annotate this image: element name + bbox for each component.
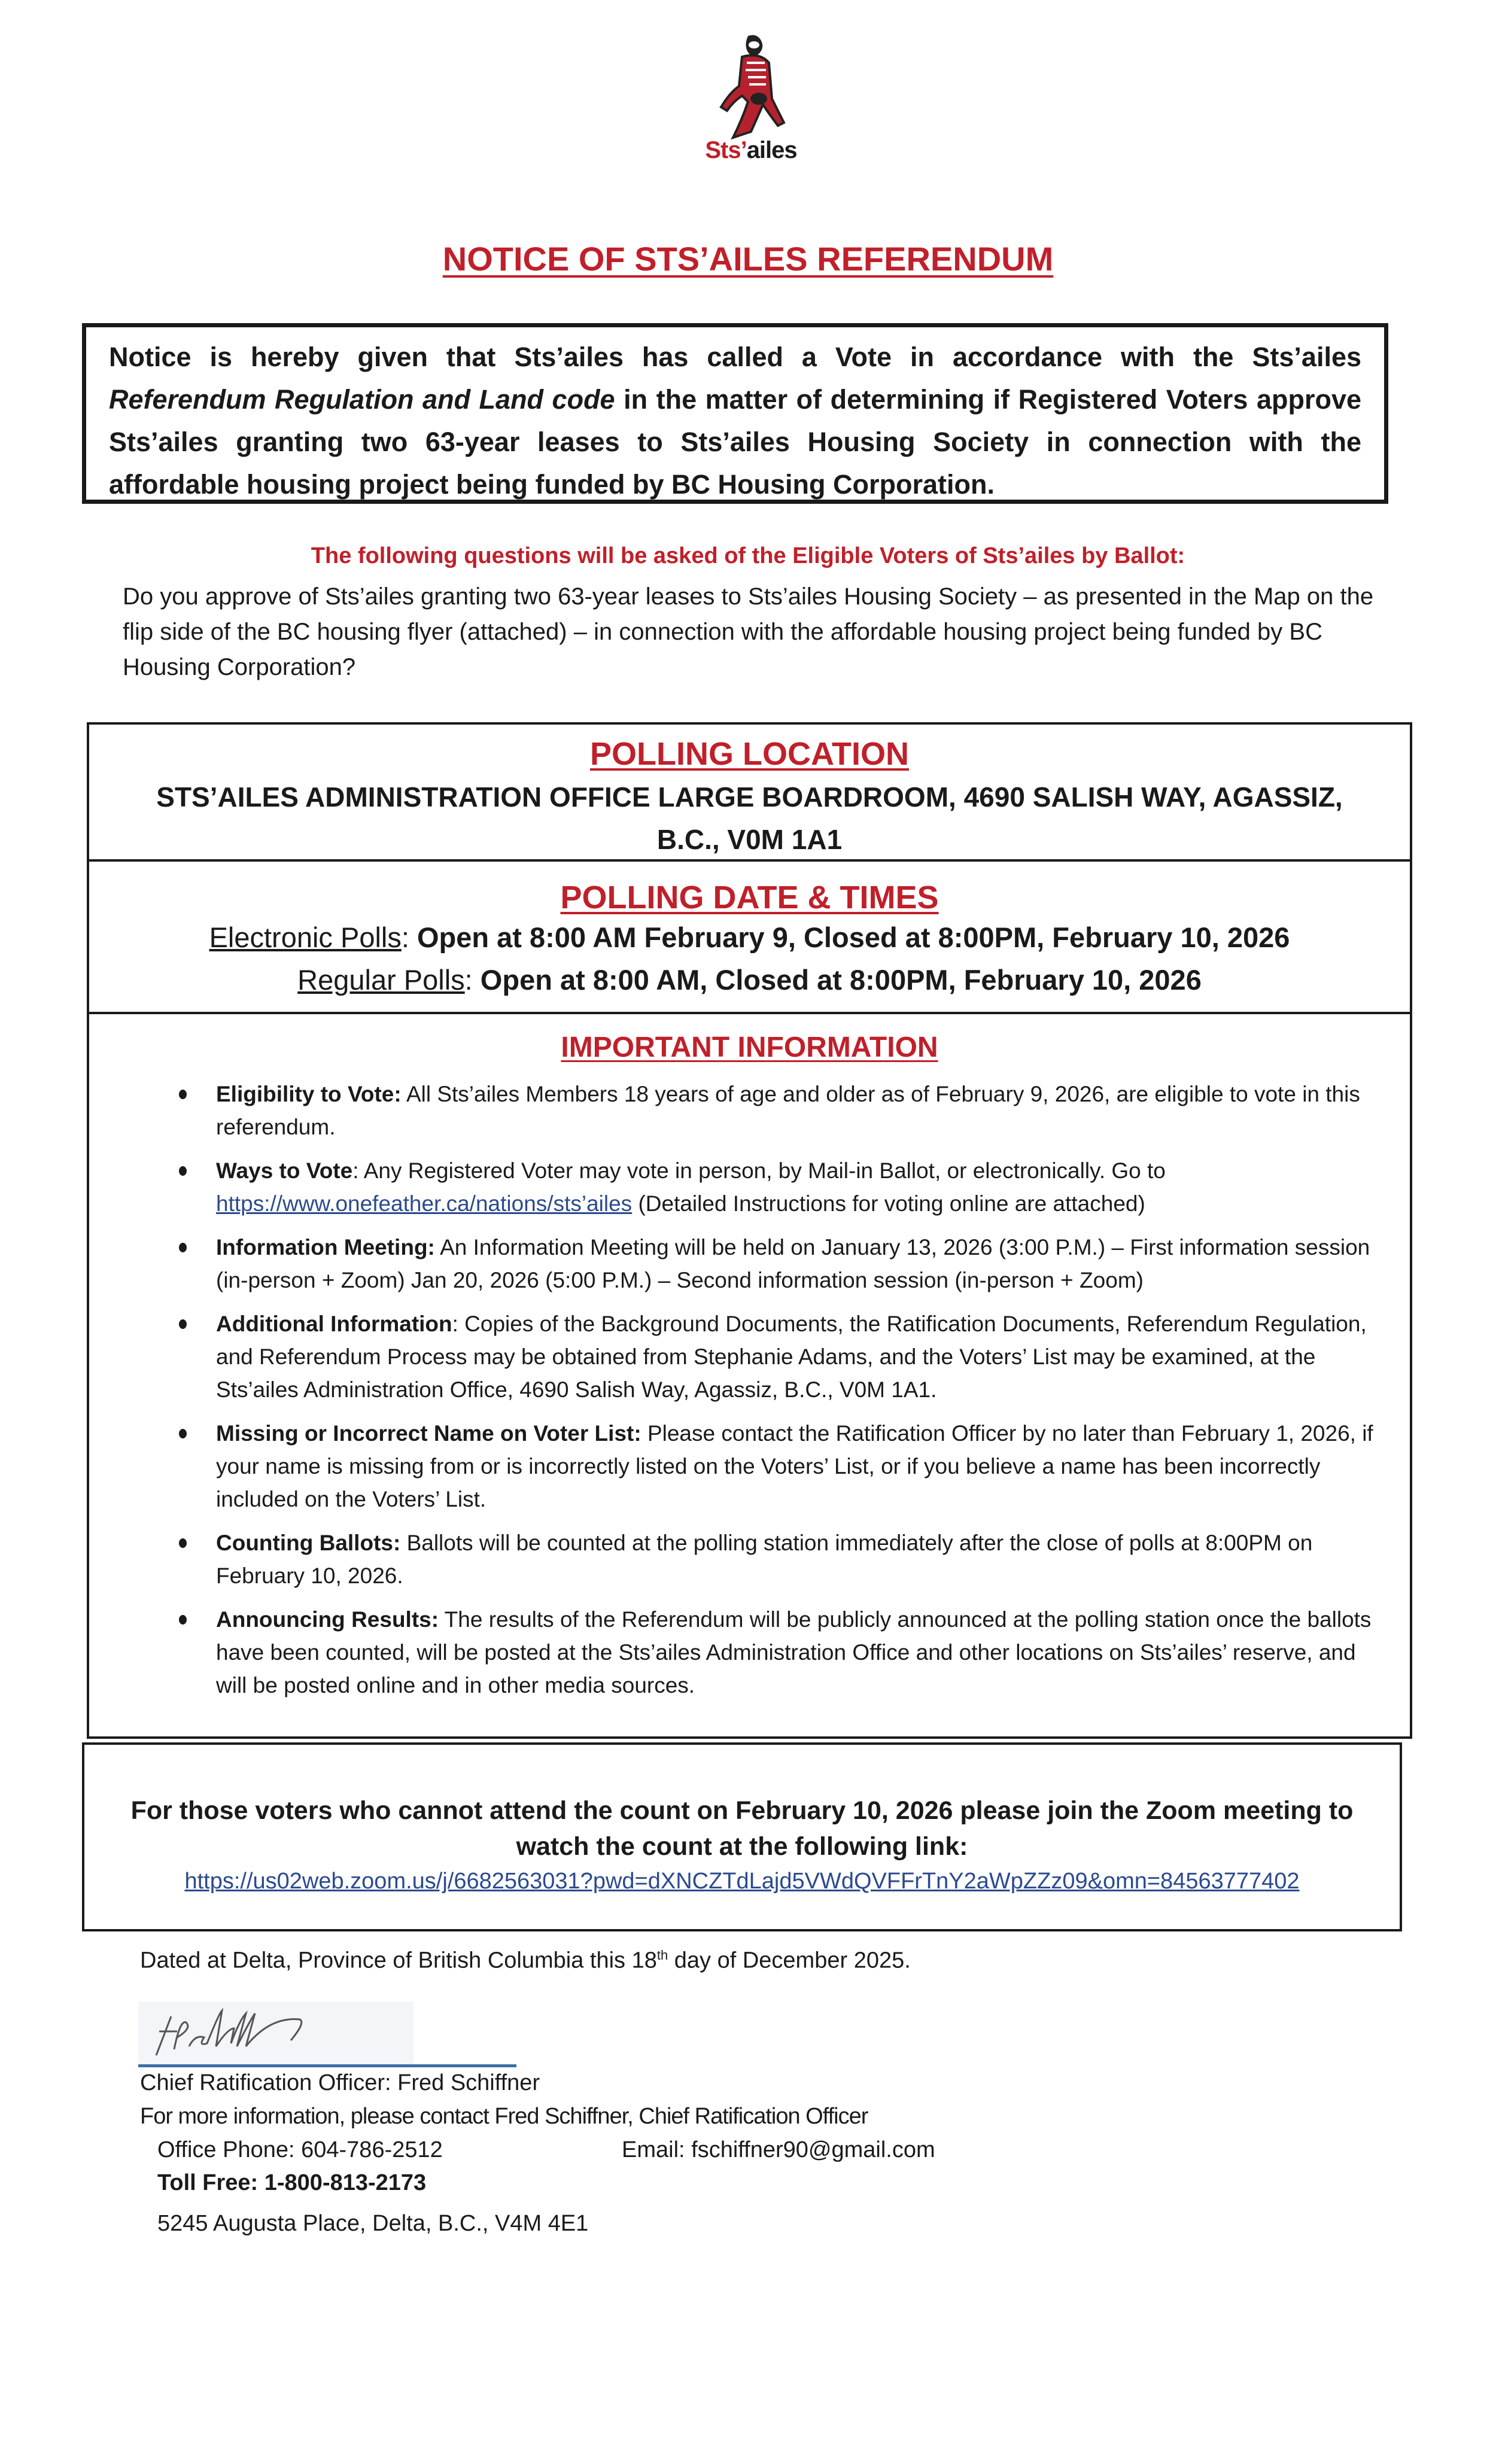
dated-sup: th xyxy=(656,1948,668,1963)
info-item-ways-to-vote xyxy=(173,1154,1374,1220)
electronic-polls-row: Electronic Polls: Open at 8:00 AM February 9, Closed at 8:00PM, February 10, 2026 xyxy=(209,921,1290,953)
contact-line: For more information, please contact Fred Schiffner, Chief Ratification Officer xyxy=(140,2104,868,2129)
officer-name: Chief Ratification Officer: Fred Schiffner xyxy=(140,2070,540,2095)
info-item-text: All Sts’ailes Members 18 years of age and older as of February 9, 2026, are eligible to vote in this referendum. xyxy=(216,1082,1360,1139)
info-item-counting-ballots xyxy=(173,1526,1374,1592)
questions-heading: The following questions will be asked of the Eligible Voters of Sts’ailes by Ballot: xyxy=(311,543,1185,568)
info-item-label: Additional Information xyxy=(216,1312,452,1336)
info-item-label: Announcing Results: xyxy=(216,1607,439,1632)
info-item-text: (Detailed Instructions for voting online are attached) xyxy=(632,1191,1145,1216)
notice-text-italic: Referendum Regulation and Land code xyxy=(109,384,615,415)
polling-dates-heading: POLLING DATE & TIMES xyxy=(560,880,939,915)
ballot-question: Do you approve of Sts’ailes granting two 63-year leases to Sts’ailes Housing Society – as presented in the Map on the flip side of the BC housing flyer (attached) – in connection with the affordable housing project being funded by BC Housing Corporation? xyxy=(123,583,1374,680)
important-info-heading: IMPORTANT INFORMATION xyxy=(561,1032,938,1063)
info-item-text: Please contact the Ratification Officer by no later than February 1, 2026, if your name is missing from or is incorrectly listed on the Voters’ List, or if you believe a name has been incorrectly included on the Voters’ List. xyxy=(216,1421,1373,1511)
info-item-additional-information xyxy=(173,1307,1374,1406)
notice-text-before: Notice is hereby given that Sts’ailes has called a Vote in accordance with the Sts’ailes xyxy=(109,342,1361,372)
logo-text-red: Sts’ xyxy=(705,137,747,163)
section-divider xyxy=(89,1012,1410,1014)
dated-text: Dated at Delta, Province of British Columbia this 18 xyxy=(140,1948,657,1973)
logo-wordmark xyxy=(688,137,814,164)
dated-line xyxy=(140,1939,911,1978)
onefeather-link[interactable]: https://www.onefeather.ca/nations/sts’ailes xyxy=(216,1191,633,1216)
polling-location-heading: POLLING LOCATION xyxy=(590,736,909,772)
signature xyxy=(138,2001,413,2064)
electronic-polls-value: Open at 8:00 AM February 9, Closed at 8:00PM, February 10, 2026 xyxy=(416,921,1290,953)
regular-polls-label: Regular Polls xyxy=(297,964,465,996)
info-item-text: The results of the Referendum will be publicly announced at the polling station once the ballots have been counted, will be posted at the Sts’ailes Administration Office and other locations on Sts’ailes’ reserve, and will be posted online and in other media sources. xyxy=(216,1607,1372,1698)
logo-text-black: ailes xyxy=(746,137,797,163)
info-item-missing-name xyxy=(173,1417,1374,1516)
info-item-text: Ballots will be counted at the polling station immediately after the close of polls at 8:00PM on February 10, 2026. xyxy=(216,1531,1313,1588)
polling-location-address: STS’AILES ADMINISTRATION OFFICE LARGE BOARDROOM, 4690 SALISH WAY, AGASSIZ, B.C., V0M 1A1 xyxy=(156,781,1343,855)
zoom-meeting-text: For those voters who cannot attend the count on February 10, 2026 please join the Zoom meeting to watch the count at the following link: xyxy=(130,1796,1354,1861)
signature-icon xyxy=(138,2001,413,2064)
info-item-eligibility xyxy=(173,1078,1374,1143)
info-item-announcing-results xyxy=(173,1603,1374,1702)
toll-free: Toll Free: 1-800-813-2173 xyxy=(157,2170,427,2195)
regular-polls-value: Open at 8:00 AM, Closed at 8:00PM, February 10, 2026 xyxy=(480,964,1202,996)
polling-info-box xyxy=(87,722,1412,1739)
info-item-text: : Any Registered Voter may vote in person, by Mail-in Ballot, or electronically. Go to xyxy=(352,1158,1166,1183)
important-info-section xyxy=(89,1031,1410,1064)
electronic-polls-label: Electronic Polls xyxy=(209,921,402,953)
polling-location-section xyxy=(89,735,1410,861)
stsailes-logo xyxy=(688,33,814,171)
important-info-list xyxy=(173,1078,1374,1712)
notice-box xyxy=(82,323,1388,504)
info-item-information-meeting xyxy=(173,1231,1374,1297)
email: Email: fschiffner90@gmail.com xyxy=(622,2137,935,2162)
stsailes-figure-logo-icon xyxy=(706,33,796,141)
info-item-label: Eligibility to Vote: xyxy=(216,1082,402,1106)
polling-dates-section xyxy=(89,879,1410,1001)
info-item-text: An Information Meeting will be held on January 13, 2026 (3:00 P.M.) – First information session (in-person + Zoom) Jan 20, 2026 (5:00 P.M.) – Second information session (in-person + Zoom) xyxy=(216,1235,1370,1292)
info-item-text: : Copies of the Background Documents, the Ratification Documents, Referendum Regulation, and Referendum Process may be obtained from Stephanie Adams, and the Voters’ List may be examined, at the Sts’ailes Administration Office, 4690 Salish Way, Agassiz, B.C., V0M 1A1. xyxy=(216,1312,1367,1402)
page-title: NOTICE OF STS’AILES REFERENDUM xyxy=(442,240,1054,278)
zoom-meeting-box xyxy=(82,1742,1402,1931)
info-item-label: Information Meeting: xyxy=(216,1235,435,1260)
section-divider xyxy=(89,859,1410,862)
regular-polls-row: Regular Polls: Open at 8:00 AM, Closed at 8:00PM, February 10, 2026 xyxy=(297,964,1202,996)
info-item-label: Ways to Vote xyxy=(216,1158,353,1183)
mailing-address: 5245 Augusta Place, Delta, B.C., V4M 4E1 xyxy=(157,2211,589,2236)
info-item-label: Counting Ballots: xyxy=(216,1531,401,1555)
notice-text-after: in the matter of determining if Registered Voters approve Sts’ailes granting two 63-year leases to Sts’ailes Housing Society in connection with the affordable housing project being funded by BC Housing Corporation. xyxy=(109,384,1361,500)
zoom-meeting-link[interactable]: https://us02web.zoom.us/j/6682563031?pwd=dXNCZTdLajd5VWdQVFFrTnY2aWpZZz09&omn=84563777402 xyxy=(184,1869,1300,1894)
info-item-label: Missing or Incorrect Name on Voter List: xyxy=(216,1421,641,1446)
office-phone: Office Phone: 604-786-2512 xyxy=(157,2137,443,2162)
dated-text: day of December 2025. xyxy=(668,1948,911,1973)
